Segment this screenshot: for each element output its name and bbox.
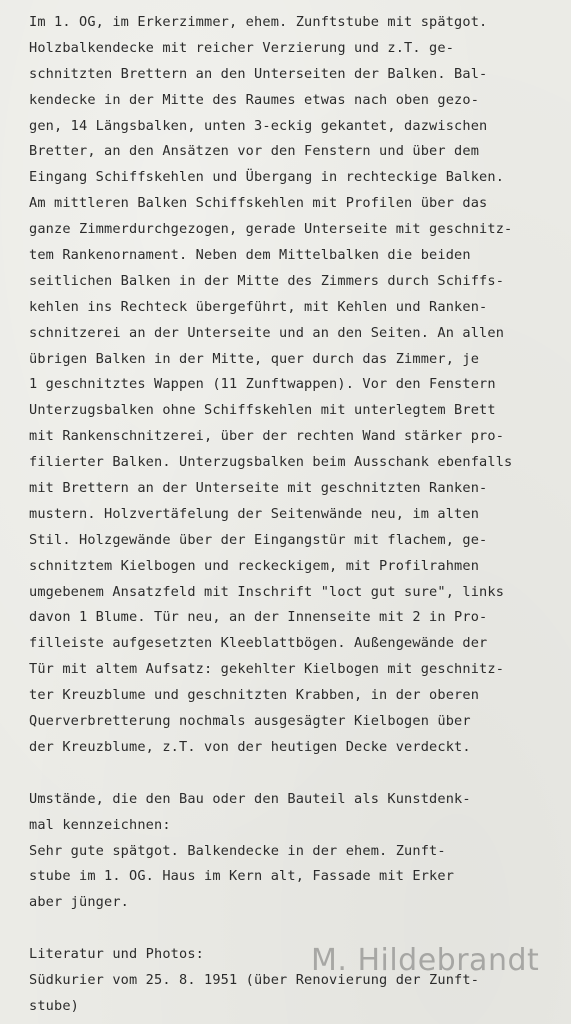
text-line: schnitztem Kielbogen und reckeckigem, mit Profilrahmen xyxy=(29,557,480,574)
text-line: Südkurier vom 25. 8. 1951 (über Renovierung der Zunft- xyxy=(29,971,480,988)
watermark: M. Hildebrandt xyxy=(311,943,540,978)
text-line: filleiste aufgesetzten Kleeblattbögen. Außengewände der xyxy=(29,635,488,652)
text-line: Unterzugsbalken ohne Schiffskehlen mit unterlegtem Brett xyxy=(29,402,496,419)
text-line: gen, 14 Längsbalken, unten 3-eckig gekantet, dazwischen xyxy=(29,117,488,134)
text-line: Umstände, die den Bau oder den Bauteil als Kunstdenk- xyxy=(29,790,471,807)
text-line: mit Brettern an der Unterseite mit geschnitzten Ranken- xyxy=(29,480,488,497)
text-line: übrigen Balken in der Mitte, quer durch das Zimmer, je xyxy=(29,350,480,367)
text-line: stube) xyxy=(29,997,80,1014)
text-line: der Kreuzblume, z.T. von der heutigen Decke verdeckt. xyxy=(29,738,471,755)
text-line: Im 1. OG, im Erkerzimmer, ehem. Zunftstube mit spätgot. xyxy=(29,14,488,30)
text-line: Literatur und Photos: xyxy=(29,946,205,963)
text-line: schnitzten Brettern an den Unterseiten der Balken. Bal- xyxy=(29,65,488,82)
text-line: Stil. Holzgewände über der Eingangstür mit flachem, ge- xyxy=(29,531,488,548)
text-line: davon 1 Blume. Tür neu, an der Innenseite mit 2 in Pro- xyxy=(29,609,488,626)
text-line: seitlichen Balken in der Mitte des Zimmers durch Schiffs- xyxy=(29,272,505,289)
text-line: Tür mit altem Aufsatz: gekehlter Kielbogen mit geschnitz- xyxy=(29,661,505,678)
text-line: Holzbalkendecke mit reicher Verzierung und z.T. ge- xyxy=(29,39,455,56)
text-line: kendecke in der Mitte des Raumes etwas nach oben gezo- xyxy=(29,91,480,108)
significance-paragraph xyxy=(29,787,565,916)
paragraph-gap xyxy=(29,916,565,942)
text-line: mit Rankenschnitzerei, über der rechten Wand stärker pro- xyxy=(29,428,505,445)
text-line: mustern. Holzvertäfelung der Seitenwände neu, im alten xyxy=(29,505,480,522)
typewritten-document xyxy=(29,10,565,1020)
text-line: aber jünger. xyxy=(29,894,130,911)
text-line: tem Rankenornament. Neben dem Mittelbalken die beiden xyxy=(29,247,471,264)
description-paragraph xyxy=(29,10,565,761)
text-line: Querverbretterung nochmals ausgesägter Kielbogen über xyxy=(29,713,471,730)
text-line: mal kennzeichnen: xyxy=(29,816,171,833)
text-line: ter Kreuzblume und geschnitzten Krabben, in der oberen xyxy=(29,687,480,704)
text-line: 1 geschnitztes Wappen (11 Zunftwappen). Vor den Fenstern xyxy=(29,376,496,393)
text-line: schnitzerei an der Unterseite und an den Seiten. An allen xyxy=(29,324,505,341)
paragraph-gap xyxy=(29,761,565,787)
text-line: Eingang Schiffskehlen und Übergang in rechteckige Balken. xyxy=(29,169,505,186)
text-line: filierter Balken. Unterzugsbalken beim Ausschank ebenfalls xyxy=(29,454,513,471)
text-line: ganze Zimmerdurchgezogen, gerade Unterseite mit geschnitz- xyxy=(29,221,513,238)
text-line: Bretter, an den Ansätzen vor den Fenstern und über dem xyxy=(29,143,480,160)
text-line: Sehr gute spätgot. Balkendecke in der ehem. Zunft- xyxy=(29,842,446,859)
text-line: Am mittleren Balken Schiffskehlen mit Profilen über das xyxy=(29,195,488,212)
text-line: stube im 1. OG. Haus im Kern alt, Fassade mit Erker xyxy=(29,868,455,885)
text-line: kehlen ins Rechteck übergeführt, mit Kehlen und Ranken- xyxy=(29,298,488,315)
text-line: umgebenem Ansatzfeld mit Inschrift "loct gut sure", links xyxy=(29,583,505,600)
